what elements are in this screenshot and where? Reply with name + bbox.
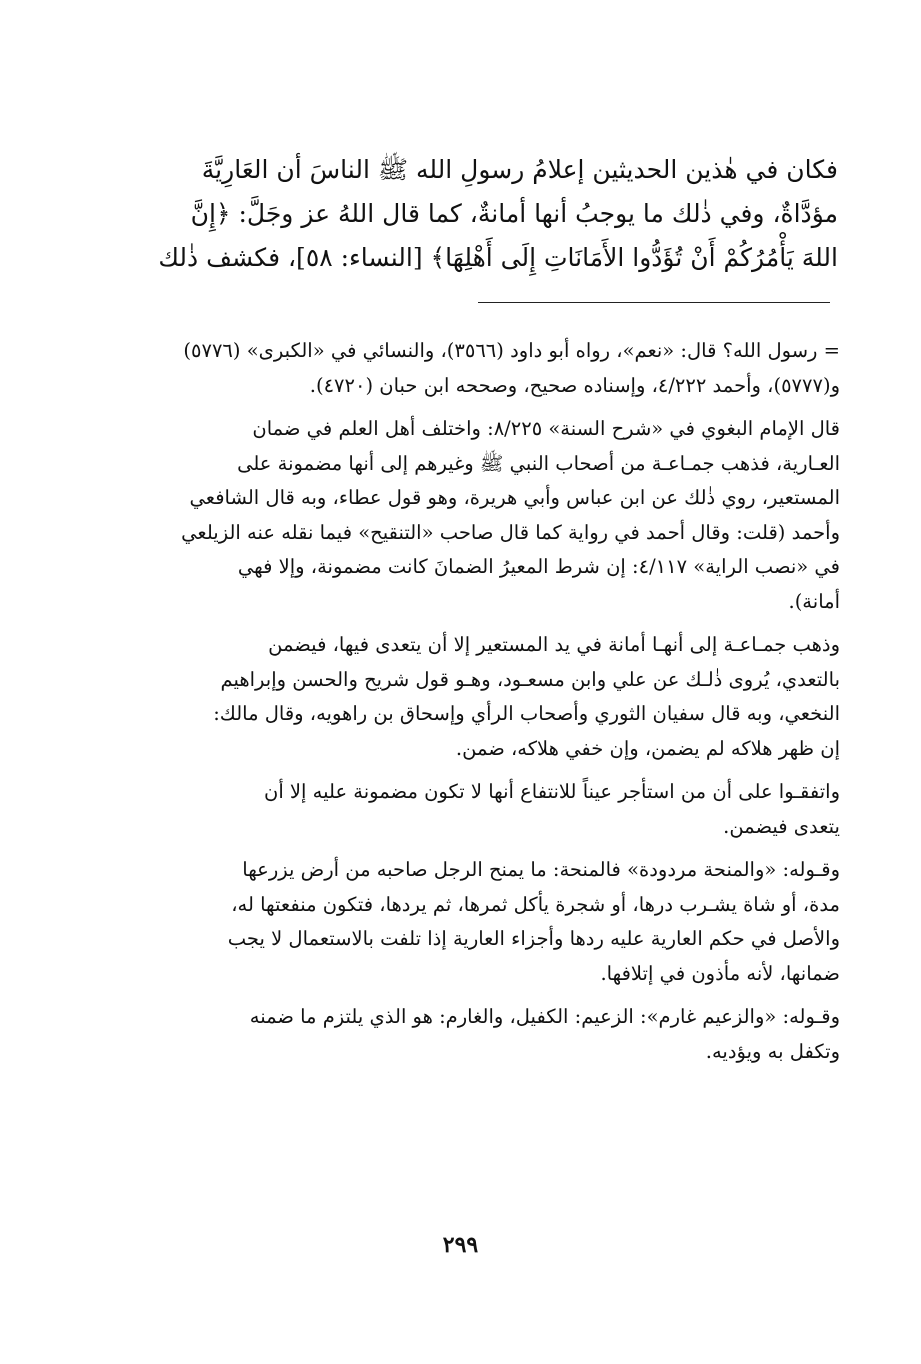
footnote-line: يتعدى فيضمن.: [723, 814, 840, 838]
footnote-line: العـارية، فذهب جمـاعـة من أصحاب النبي ﷺ وغيرهم إلى أنها مضمونة على: [237, 451, 840, 475]
footnote-paragraph: [128, 412, 840, 619]
footnote-line: وقـوله: «والمنحة مردودة» فالمنحة: ما يمنح الرجل صاحبه من أرض يزرعها: [242, 858, 840, 881]
footnote-line: ضمانها، لأنه مأذون في إتلافها.: [600, 961, 840, 985]
page-number: ٢٩٩: [442, 1232, 479, 1258]
footnote-line: إن ظهر هلاكه لم يضمن، وإن خفي هلاكه، ضمن.: [455, 736, 840, 760]
footnote-paragraph: [128, 628, 840, 766]
footnote-line: أمانة).: [788, 589, 840, 613]
footnote-separator: [478, 302, 830, 303]
footnotes: [128, 334, 840, 1069]
footnote-line: المستعير، روي ذٰلك عن ابن عباس وأبي هريرة، وهو قول عطاء، وبه قال الشافعي: [189, 486, 840, 509]
footnote-line: وأحمد (قلت: وقال أحمد في رواية كما قال صاحب «التنقيح» فيما نقله عنه الزيلعي: [181, 520, 840, 544]
main-text-line: مؤدَّاةٌ، وفي ذٰلك ما يوجبُ أنها أمانةٌ، كما قال اللهُ عز وجَلَّ: ﴿إِنَّ: [190, 199, 838, 228]
footnote-line: وتكفل به ويؤديه.: [705, 1039, 840, 1063]
main-text-line: اللهَ يَأْمُرُكُمْ أَنْ تُؤَدُّوا الأَمَانَاتِ إِلَى أَهْلِهَا﴾ [النساء: ٥٨]، فكشف ذٰلك: [158, 243, 838, 272]
footnote-paragraph: [128, 334, 840, 403]
footnote-line: والأصل في حكم العارية عليه ردها وأجزاء العارية إذا تلفت بالاستعمال لا يجب: [227, 927, 840, 950]
footnote-line: في «نصب الراية» ٤/١١٧: إن شرط المعيرُ الضمانَ كانت مضمونة، وإلا فهي: [237, 555, 840, 578]
footnote-line: قال الإمام البغوي في «شرح السنة» ٨/٢٢٥: واختلف أهل العلم في ضمان: [252, 417, 840, 440]
main-text: [128, 148, 838, 280]
footnote-line: و(٥٧٧٧)، وأحمد ٤/٢٢٢، وإسناده صحيح، وصححه ابن حبان (٤٧٢٠).: [309, 373, 840, 397]
footnote-line: وقـوله: «والزعيم غارم»: الزعيم: الكفيل، والغارم: هو الذي يلتزم ما ضمنه: [249, 1005, 840, 1028]
footnote-paragraph: [128, 775, 840, 844]
footnote-paragraph: [128, 1000, 840, 1069]
footnote-line: بالتعدي، يُروى ذٰلـك عن علي وابن مسعـود، وهـو قول شريح والحسن وإبراهيم: [220, 667, 840, 691]
footnote-paragraph: [128, 853, 840, 991]
footnote-line: مدة، أو شاة يشـرب درها، أو شجرة يأكل ثمرها، ثم يردها، فتكون منفعتها له،: [231, 892, 840, 916]
footnote-line: واتفقـوا على أن من استأجر عيناً للانتفاع أنها لا تكون مضمونة عليه إلا أن: [264, 780, 840, 803]
footnote-line: النخعي، وبه قال سفيان الثوري وأصحاب الرأي وإسحاق بن راهويه، وقال مالك:: [213, 702, 840, 725]
main-text-line: فكان في هٰذين الحديثين إعلامُ رسولِ الله ﷺ الناسَ أن العَارِيَّةَ: [201, 155, 838, 184]
footnote-line: = رسول الله؟ قال: «نعم»، رواه أبو داود (٣٥٦٦)، والنسائي في «الكبرى» (٥٧٧٦): [183, 339, 840, 362]
footnote-line: وذهب جمـاعـة إلى أنهـا أمانة في يد المستعير إلا أن يتعدى فيها، فيضمن: [268, 633, 840, 656]
